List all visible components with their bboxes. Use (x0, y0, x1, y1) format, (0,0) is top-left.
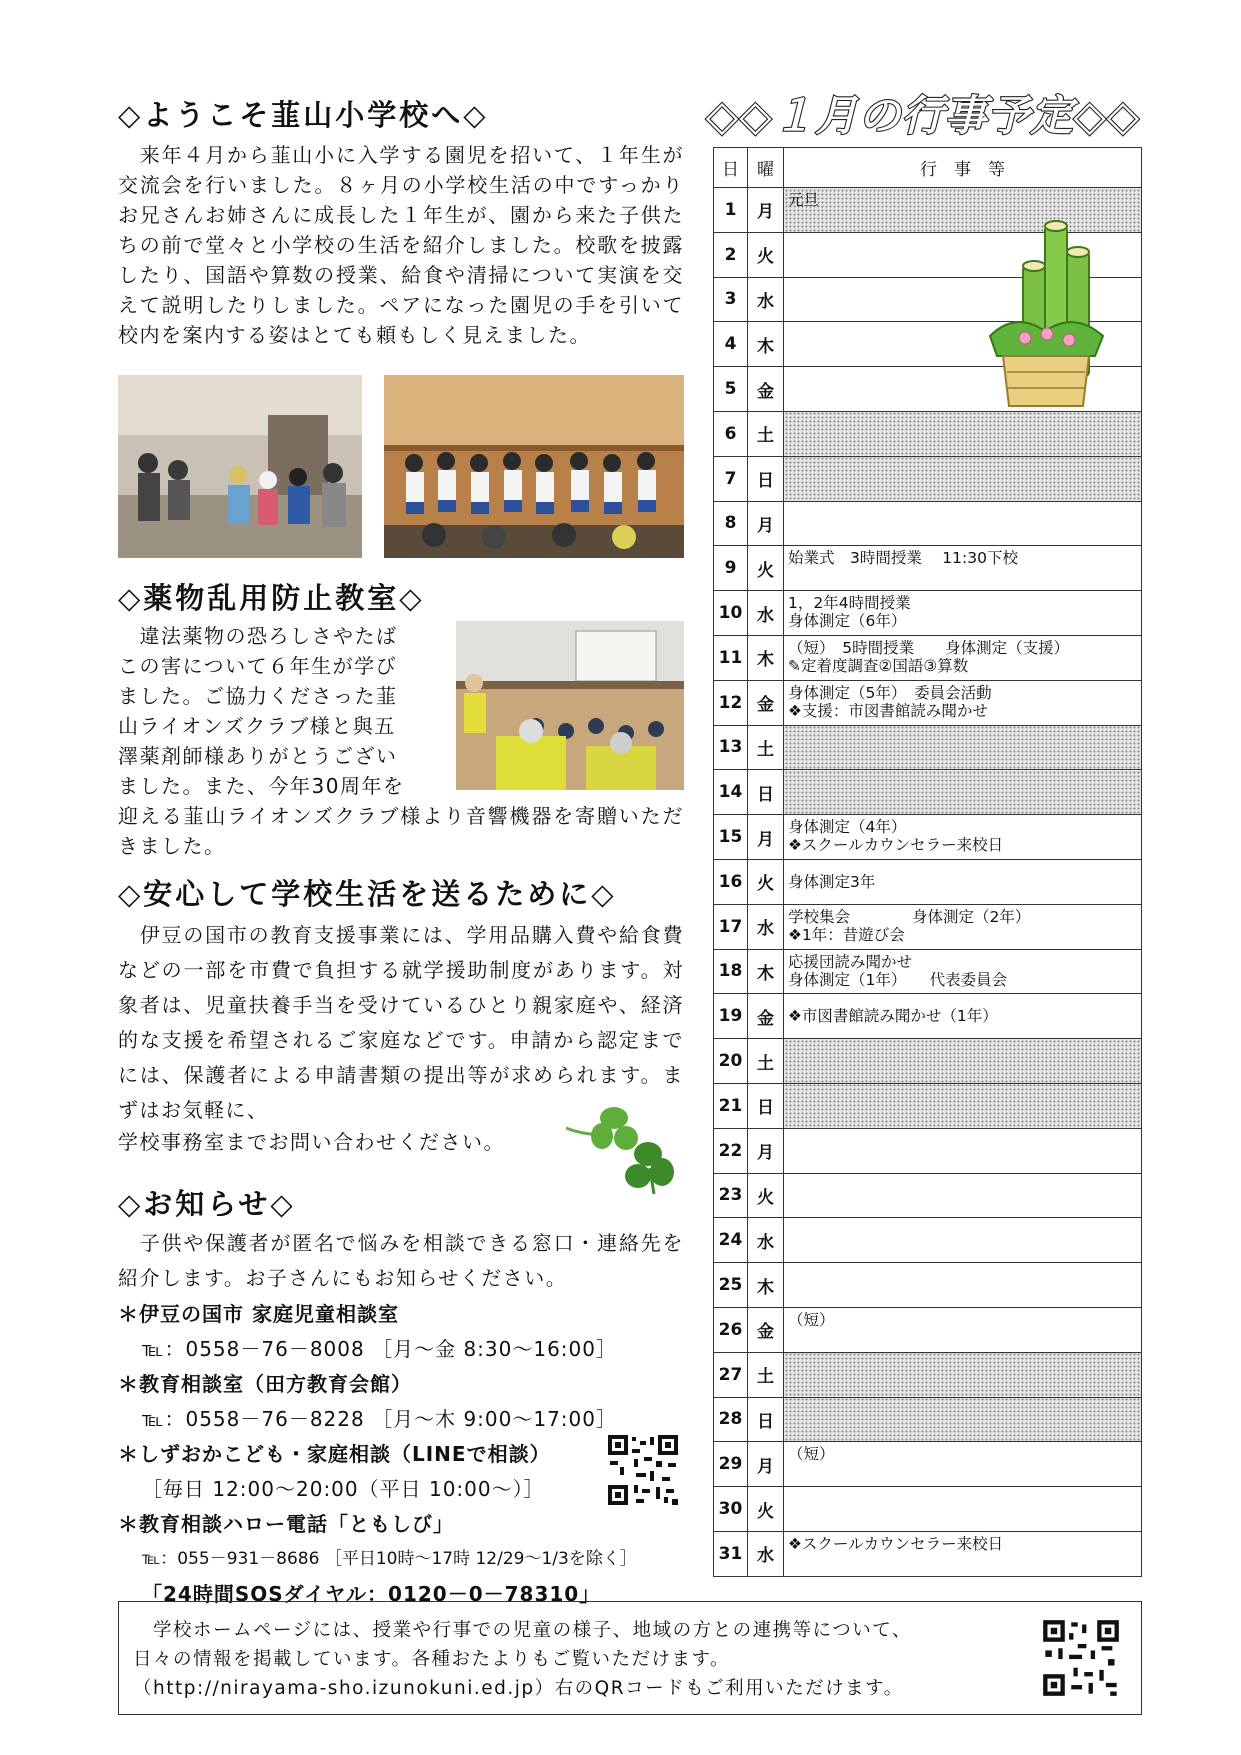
weekday: 木 (748, 949, 784, 994)
day-number: 10 (714, 591, 748, 636)
drug-body-rest: 迎える韮山ライオンズクラブ様より音響機器を寄贈いただきました。 (118, 804, 684, 858)
calendar-row (714, 546, 1142, 591)
drug-line: ました。ご協力くださった韮 (118, 684, 398, 708)
event-item: 学校集会 身体測定（2年） (788, 907, 1031, 926)
event-item: ❖スクールカウンセラー来校日 (788, 836, 1004, 855)
contact-detail: ［毎日 12:00～20:00（平日 10:00～）］ (142, 1477, 545, 1501)
weekday: 水 (748, 1218, 784, 1263)
day-events (784, 1263, 1142, 1308)
calendar-row (714, 1039, 1142, 1084)
calendar-row (714, 411, 1142, 456)
calendar-row (714, 501, 1142, 546)
day-events (784, 859, 1142, 904)
drug-line: 澤薬剤師様ありがとうござい (118, 744, 398, 768)
drug-title: ◇薬物乱用防止教室◇ (118, 581, 425, 615)
event-item: 身体測定（1年） 代表委員会 (788, 970, 1008, 989)
calendar-row (714, 456, 1142, 501)
calendar-row (714, 1531, 1142, 1576)
calendar-row (714, 680, 1142, 725)
drug-line: ました。また、今年30周年を (118, 774, 405, 798)
col-header-events: 行 事 等 (784, 148, 1142, 188)
day-events (784, 1352, 1142, 1397)
weekday: 月 (748, 815, 784, 860)
footer-box (118, 1601, 1142, 1715)
day-number: 17 (714, 904, 748, 949)
day-number: 8 (714, 501, 748, 546)
calendar-row (714, 1307, 1142, 1352)
day-events (784, 1218, 1142, 1263)
contact-list (118, 1297, 637, 1612)
day-events (784, 411, 1142, 456)
day-events (784, 1307, 1142, 1352)
weekday: 水 (748, 591, 784, 636)
weekday: 火 (748, 232, 784, 277)
day-number: 7 (714, 456, 748, 501)
weekday: 日 (748, 770, 784, 815)
day-number: 1 (714, 188, 748, 233)
weekday: 日 (748, 456, 784, 501)
weekday: 水 (748, 277, 784, 322)
calendar-title (688, 86, 1158, 142)
calendar-row (714, 1083, 1142, 1128)
day-number: 18 (714, 949, 748, 994)
calendar-row (714, 815, 1142, 860)
calendar-row (714, 1487, 1142, 1532)
day-events (784, 1039, 1142, 1084)
weekday: 木 (748, 635, 784, 680)
day-events (784, 1173, 1142, 1218)
col-header-weekday: 曜 (748, 148, 784, 188)
day-events (784, 994, 1142, 1039)
kadomatsu-icon (985, 216, 1105, 412)
calendar-title-text: ◇◇１月の行事予定◇◇ (705, 91, 1141, 140)
weekday: 火 (748, 859, 784, 904)
contact-detail: ℡：055－931－8686 ［平日10時～17時 12/29～1/3を除く］ (142, 1549, 637, 1569)
contact-name: ＊しずおかこども・家庭相談（LINEで相談） (118, 1442, 551, 1466)
calendar-row (714, 591, 1142, 636)
calendar-row (714, 994, 1142, 1039)
event-item: 身体測定3年 (788, 872, 876, 891)
day-events (784, 546, 1142, 591)
photo-drug-class (456, 621, 684, 790)
drug-line: 違法薬物の恐ろしさやたば (118, 624, 398, 648)
calendar-row (714, 1173, 1142, 1218)
weekday: 日 (748, 1397, 784, 1442)
calendar-row (714, 1352, 1142, 1397)
weekday: 木 (748, 1263, 784, 1308)
col-header-day: 日 (714, 148, 748, 188)
weekday: 金 (748, 367, 784, 412)
support-title: ◇安心して学校生活を送るために◇ (118, 877, 617, 911)
calendar-row (714, 1442, 1142, 1487)
weekday: 火 (748, 546, 784, 591)
calendar-row (714, 904, 1142, 949)
event-item: 身体測定（4年） (788, 818, 907, 837)
welcome-title: ◇ようこそ韮山小学校へ◇ (118, 98, 489, 132)
day-number: 29 (714, 1442, 748, 1487)
photo-hallway (118, 375, 362, 558)
weekday: 金 (748, 994, 784, 1039)
event-item: ❖スクールカウンセラー来校日 (788, 1534, 1004, 1553)
day-events (784, 725, 1142, 770)
day-events (784, 1442, 1142, 1487)
qr-code-icon (606, 1433, 680, 1507)
drug-body-lines (118, 621, 438, 801)
day-events (784, 1397, 1142, 1442)
calendar-row (714, 949, 1142, 994)
event-item: （短） (788, 1310, 835, 1329)
weekday: 月 (748, 1128, 784, 1173)
weekday: 土 (748, 411, 784, 456)
day-number: 16 (714, 859, 748, 904)
day-number: 22 (714, 1128, 748, 1173)
weekday: 金 (748, 1307, 784, 1352)
day-number: 2 (714, 232, 748, 277)
weekday: 月 (748, 1442, 784, 1487)
notice-body: 子供や保護者が匿名で悩みを相談できる窓口・連絡先を紹介します。お子さんにもお知らせください。 (118, 1231, 684, 1290)
event-item: 1，2年4時間授業 (788, 594, 911, 613)
event-item: 身体測定（5年） 委員会活動 (788, 683, 992, 702)
sos-dial: 「24時間SOSダイヤル：0120－0－78310」 (142, 1582, 601, 1606)
day-events (784, 591, 1142, 636)
contact-detail: ℡：0558－76－8228 ［月～木 9:00～17:00］ (142, 1407, 617, 1431)
event-item: ❖1年：昔遊び会 (788, 925, 905, 944)
day-events (784, 1531, 1142, 1576)
day-events (784, 949, 1142, 994)
day-number: 25 (714, 1263, 748, 1308)
day-events (784, 770, 1142, 815)
day-number: 13 (714, 725, 748, 770)
day-number: 15 (714, 815, 748, 860)
day-number: 23 (714, 1173, 748, 1218)
photo-gym-exchange (384, 375, 684, 558)
weekday: 木 (748, 322, 784, 367)
day-number: 9 (714, 546, 748, 591)
day-number: 4 (714, 322, 748, 367)
calendar-row (714, 1218, 1142, 1263)
event-item: 元旦 (788, 191, 820, 209)
day-number: 27 (714, 1352, 748, 1397)
day-number: 14 (714, 770, 748, 815)
day-number: 19 (714, 994, 748, 1039)
day-events (784, 1487, 1142, 1532)
day-events (784, 815, 1142, 860)
event-item: 始業式 3時間授業 11:30下校 (788, 549, 1018, 568)
weekday: 月 (748, 501, 784, 546)
drug-line: 山ライオンズクラブ様と與五 (118, 714, 396, 738)
day-number: 11 (714, 635, 748, 680)
event-item: ❖市図書館読み聞かせ（1年） (788, 1007, 998, 1026)
weekday: 土 (748, 725, 784, 770)
day-events (784, 501, 1142, 546)
clover-icon (566, 1098, 684, 1194)
day-events (784, 635, 1142, 680)
day-events (784, 680, 1142, 725)
day-number: 24 (714, 1218, 748, 1263)
weekday: 火 (748, 1173, 784, 1218)
weekday: 日 (748, 1083, 784, 1128)
contact-name: ＊教育相談室（田方教育会館） (118, 1372, 412, 1396)
event-item: 身体測定（6年） (788, 612, 907, 631)
event-item: （短） (788, 1445, 835, 1464)
day-number: 6 (714, 411, 748, 456)
day-events (784, 1128, 1142, 1173)
contact-detail: ℡：0558－76－8008 ［月～金 8:30～16:00］ (142, 1337, 617, 1361)
event-item: ✎定着度調査②国語③算数 (788, 656, 969, 675)
day-number: 30 (714, 1487, 748, 1532)
calendar-row (714, 635, 1142, 680)
day-number: 12 (714, 680, 748, 725)
day-events (784, 904, 1142, 949)
event-item: 応援団読み聞かせ (788, 952, 913, 971)
day-number: 28 (714, 1397, 748, 1442)
weekday: 水 (748, 904, 784, 949)
day-number: 5 (714, 367, 748, 412)
qr-code-icon (1041, 1618, 1121, 1698)
weekday: 土 (748, 1352, 784, 1397)
contact-name: ＊教育相談ハロー電話「ともしび」 (118, 1512, 454, 1536)
notice-title: ◇お知らせ◇ (118, 1187, 296, 1221)
day-number: 3 (714, 277, 748, 322)
day-events (784, 456, 1142, 501)
day-events (784, 1083, 1142, 1128)
day-number: 21 (714, 1083, 748, 1128)
day-number: 31 (714, 1531, 748, 1576)
support-body-last: 学校事務室までお問い合わせください。 (118, 1130, 505, 1154)
weekday: 水 (748, 1531, 784, 1576)
weekday: 火 (748, 1487, 784, 1532)
drug-line: この害について６年生が学び (118, 654, 398, 678)
event-item: ❖支援：市図書館読み聞かせ (788, 701, 988, 720)
event-item: （短） 5時間授業 身体測定（支援） (788, 638, 1070, 657)
weekday: 土 (748, 1039, 784, 1084)
calendar-row (714, 1397, 1142, 1442)
calendar-row (714, 725, 1142, 770)
weekday: 月 (748, 188, 784, 233)
support-body: 伊豆の国市の教育支援事業には、学用品購入費や給食費などの一部を市費で負担する就学援助制度があります。対象者は、児童扶養手当を受けているひとり親家庭や、経済的な支援を希望されるご家庭などです。申請から認定までには、保護者による申請書類の提出等が求められます。まずはお気軽に、 (118, 923, 684, 1122)
welcome-body: 来年４月から韮山小に入学する園児を招いて、１年生が交流会を行いました。８ヶ月の小学校生活の中ですっかりお兄さんお姉さんに成長した１年生が、園から来た子供たちの前で堂々と小学校の生活を紹介しました。校歌を披露したり、国語や算数の授業、給食や清掃について実演を交えて説明したりしました。ペアになった園児の手を引いて校内を案内する姿はとても頼もしく見えました。 (118, 143, 684, 347)
footer-text: 学校ホームページには、授業や行事での児童の様子、地域の方との連携等について、 日々の情報を掲載しています。各種おたよりもご覧いただけます。 （http://nirayama-sho.izunokuni.ed.jp）右のQRコードもご利用いただけます。 (133, 1620, 912, 1699)
day-number: 26 (714, 1307, 748, 1352)
calendar-row (714, 770, 1142, 815)
calendar-row (714, 1263, 1142, 1308)
calendar-row (714, 859, 1142, 904)
calendar-row (714, 1128, 1142, 1173)
day-number: 20 (714, 1039, 748, 1084)
weekday: 金 (748, 680, 784, 725)
contact-name: ＊伊豆の国市 家庭児童相談室 (118, 1302, 399, 1326)
